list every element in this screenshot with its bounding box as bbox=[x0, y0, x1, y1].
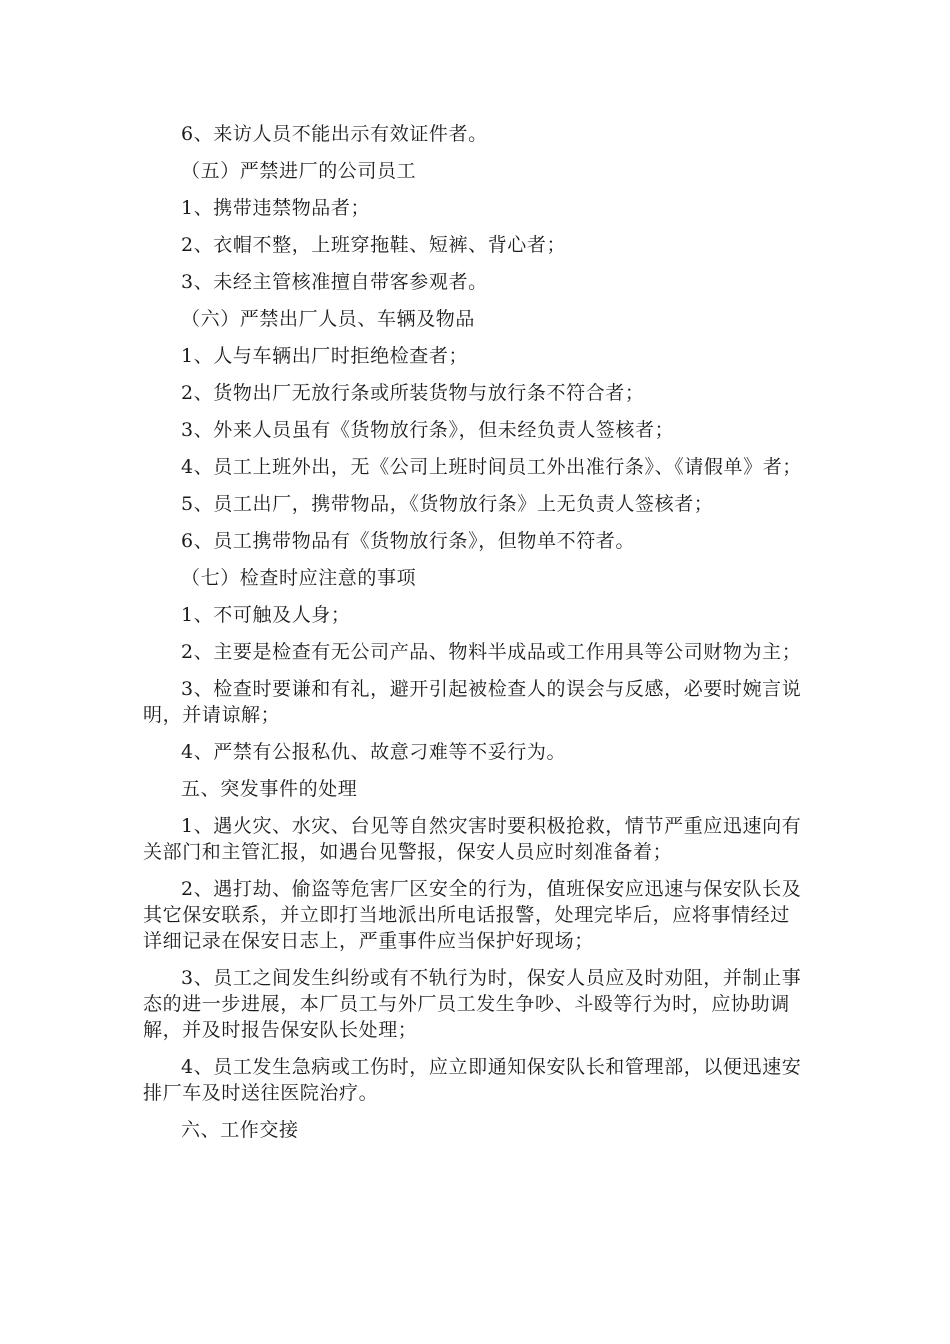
list-item-3: 3、员工之间发生纠纷或有不轨行为时，保安人员应及时劝阻，并制止事态的进一步进展，本厂员工与外厂员工发生争吵、斗殴等行为时，应协助调解，并及时报告保安队长处理； bbox=[143, 967, 802, 1041]
section-heading-7: （七）检查时应注意的事项 bbox=[181, 567, 417, 589]
section-heading-5: （五）严禁进厂的公司员工 bbox=[181, 160, 417, 182]
document-body bbox=[143, 121, 803, 1143]
list-item-1: 1、遇火灾、水灾、台见等自然灾害时要积极抢救，情节严重应迅速向有关部门和主管汇报，如遇台见警报，保安人员应时刻准备着； bbox=[143, 815, 802, 863]
list-item-6: 6、员工携带物品有《货物放行条》，但物单不符者。 bbox=[181, 530, 635, 552]
list-item-2: 2、衣帽不整，上班穿拖鞋、短裤、背心者； bbox=[181, 234, 567, 256]
list-item-6: 6、来访人员不能出示有效证件者。 bbox=[181, 123, 488, 145]
section-heading-6: （六）严禁出厂人员、车辆及物品 bbox=[181, 308, 476, 330]
list-item-2: 2、货物出厂无放行条或所装货物与放行条不符合者； bbox=[181, 382, 645, 404]
chapter-heading-handover: 六、工作交接 bbox=[181, 1119, 299, 1141]
list-item-2: 2、主要是检查有无公司产品、物料半成品或工作用具等公司财物为主； bbox=[181, 641, 802, 663]
list-item-4: 4、员工发生急病或工伤时，应立即通知保安队长和管理部，以便迅速安排厂车及时送往医院治疗。 bbox=[143, 1056, 802, 1104]
list-item-1: 1、人与车辆出厂时拒绝检查者； bbox=[181, 345, 469, 367]
list-item-3: 3、检查时要谦和有礼，避开引起被检查人的误会与反感，必要时婉言说明，并请谅解； bbox=[143, 678, 802, 726]
list-item-3: 3、外来人员虽有《货物放行条》，但未经负责人签核者； bbox=[181, 419, 675, 441]
list-item-5: 5、员工出厂，携带物品，《货物放行条》上无负责人签核者； bbox=[181, 493, 714, 515]
list-item-4: 4、员工上班外出，无《公司上班时间员工外出准行条》、《请假单》者； bbox=[181, 456, 802, 478]
list-item-4: 4、严禁有公报私仇、故意刁难等不妥行为。 bbox=[181, 741, 567, 763]
list-item-2: 2、遇打劫、偷盗等危害厂区安全的行为，值班保安应迅速与保安队长及其它保安联系，并立即打当地派出所电话报警，处理完毕后，应将事情经过详细记录在保安日志上，严重事件应当保护好现场； bbox=[143, 878, 802, 952]
list-item-1: 1、不可触及人身； bbox=[181, 604, 351, 626]
chapter-heading-emergency: 五、突发事件的处理 bbox=[181, 778, 358, 800]
list-item-1: 1、携带违禁物品者； bbox=[181, 197, 371, 219]
list-item-3: 3、未经主管核准擅自带客参观者。 bbox=[181, 271, 488, 293]
